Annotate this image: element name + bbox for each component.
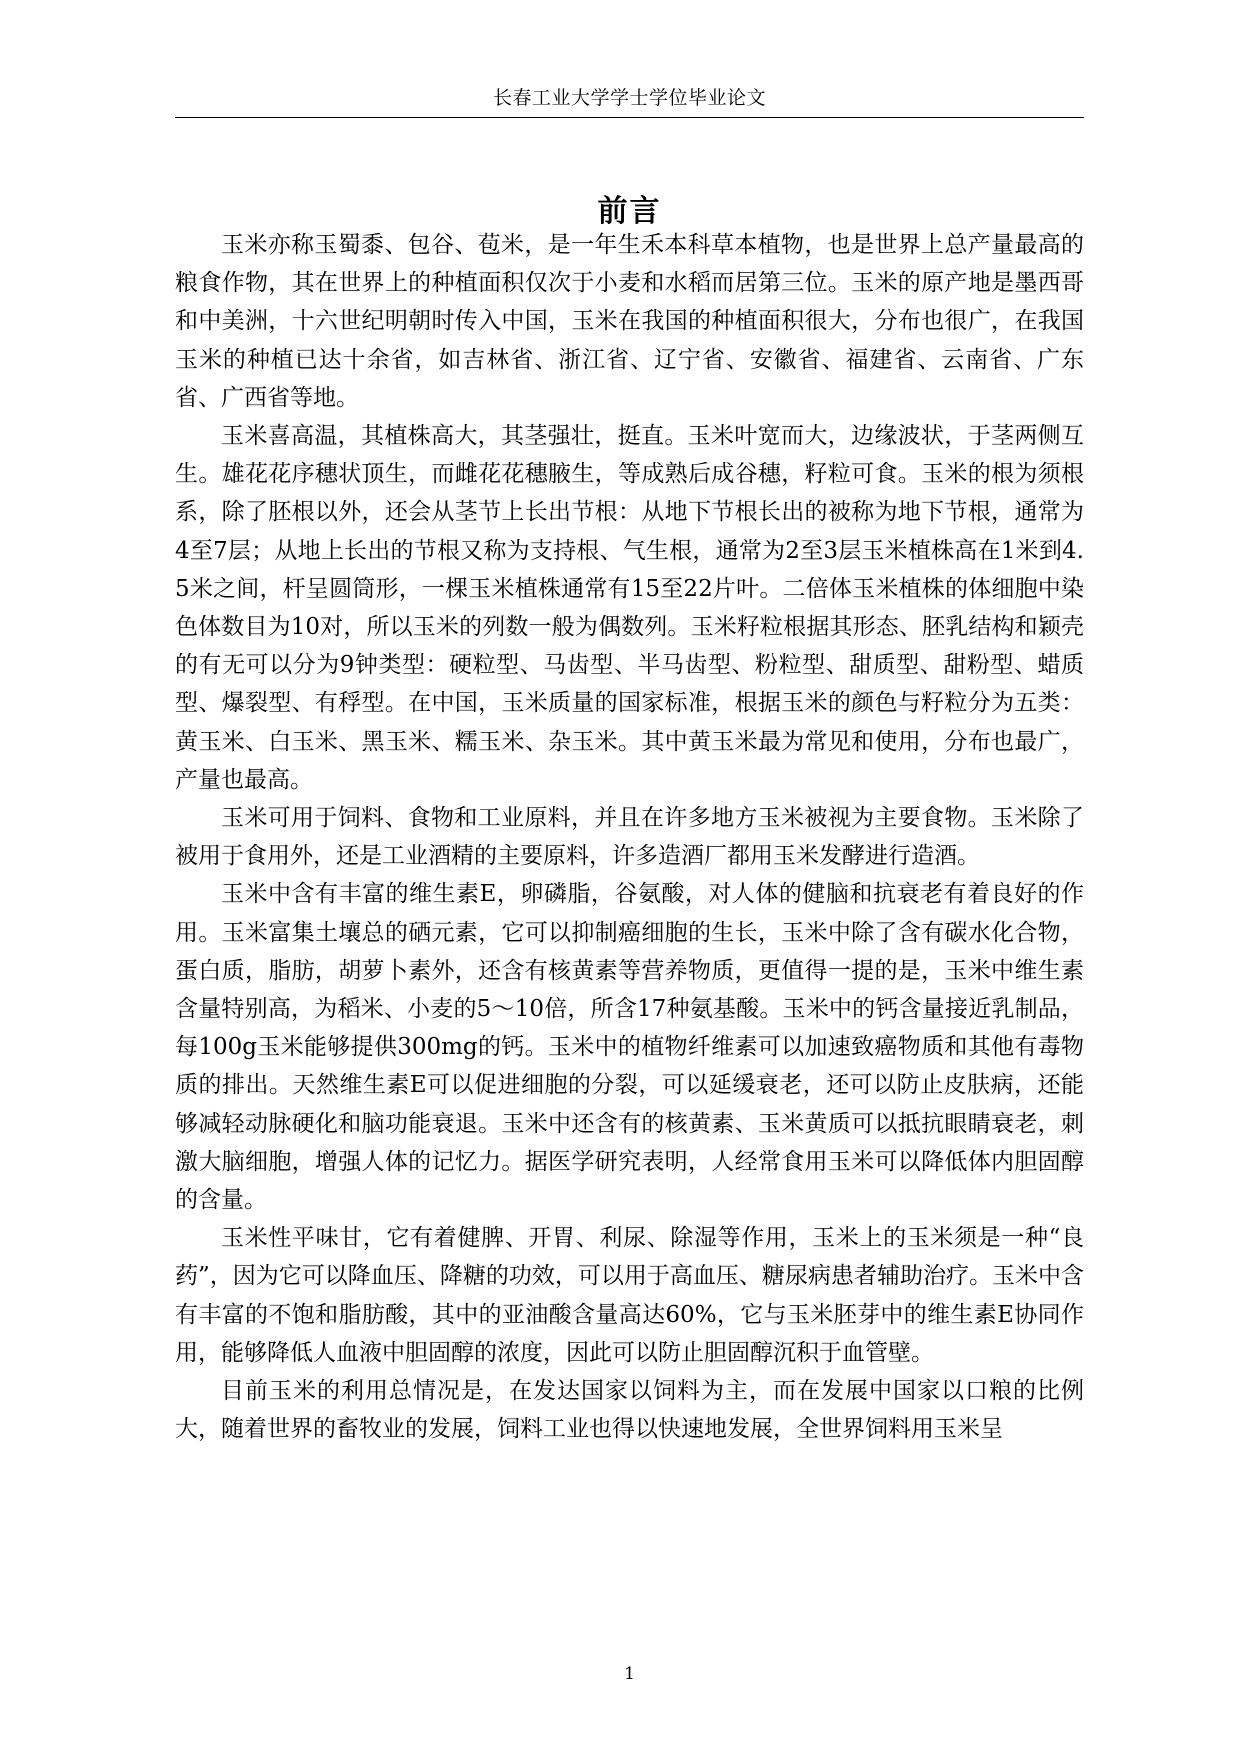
- paragraph-4: 玉米中含有丰富的维生素E，卵磷脂，谷氨酸，对人体的健脑和抗衰老有着良好的作用。玉米富集土壤总的硒元素，它可以抑制癌细胞的生长，玉米中除了含有碳水化合物，蛋白质，脂肪，胡萝卜素外，还含有核黄素等营养物质，更值得一提的是，玉米中维生素含量特别高，为稻米、小麦的5～10倍，所含17种氨基酸。玉米中的钙含量接近乳制品，每100g玉米能够提供300mg的钙。玉米中的植物纤维素可以加速致癌物质和其他有毒物质的排出。天然维生素E可以促进细胞的分裂，可以延缓衰老，还可以防止皮肤病，还能够减轻动脉硬化和脑功能衰退。玉米中还含有的核黄素、玉米黄质可以抵抗眼睛衰老，刺激大脑细胞，增强人体的记忆力。据医学研究表明，人经常食用玉米可以降低体内胆固醇的含量。: [175, 881, 1084, 1214]
- paragraph-6: 目前玉米的利用总情况是，在发达国家以饲料为主，而在发展中国家以口粮的比例大，随着世界的畜牧业的发展，饲料工业也得以快速地发展，全世界饲料用玉米呈: [175, 1378, 1084, 1443]
- paragraph-2: 玉米喜高温，其植株高大，其茎强壮，挺直。玉米叶宽而大，边缘波状，于茎两侧互生。雄花花序穗状顶生，而雌花花穗腋生，等成熟后成谷穗，籽粒可食。玉米的根为须根系，除了胚根以外，还会从茎节上长出节根：从地下节根长出的被称为地下节根，通常为4至7层；从地上长出的节根又称为支持根、气生根，通常为2至3层玉米植株高在1米到4.5米之间，杆呈圆筒形，一棵玉米植株通常有15至22片叶。二倍体玉米植株的体细胞中染色体数目为10对，所以玉米的列数一般为偶数列。玉米籽粒根据其形态、胚乳结构和颖壳的有无可以分为9钟类型：硬粒型、马齿型、半马齿型、粉粒型、甜质型、甜粉型、蜡质型、爆裂型、有稃型。在中国，玉米质量的国家标准，根据玉米的颜色与籽粒分为五类：黄玉米、白玉米、黑玉米、糯玉米、杂玉米。其中黄玉米最为常见和使用，分布也最广，产量也最高。: [175, 423, 1084, 793]
- paragraph-3: 玉米可用于饲料、食物和工业原料，并且在许多地方玉米被视为主要食物。玉米除了被用于食用外，还是工业酒精的主要原料，许多造酒厂都用玉米发酵进行造酒。: [175, 805, 1084, 870]
- paragraph-5: 玉米性平味甘，它有着健脾、开胃、利尿、除湿等作用，玉米上的玉米须是一种“良药”，因为它可以降血压、降糖的功效，可以用于高血压、糖尿病患者辅助治疗。玉米中含有丰富的不饱和脂肪酸，其中的亚油酸含量高达60%，它与玉米胚芽中的维生素E协同作用，能够降低人血液中胆固醇的浓度，因此可以防止胆固醇沉积于血管壁。: [175, 1225, 1084, 1366]
- paragraph-1: 玉米亦称玉蜀黍、包谷、苞米，是一年生禾本科草本植物，也是世界上总产量最高的粮食作物，其在世界上的种植面积仅次于小麦和水稻而居第三位。玉米的原产地是墨西哥和中美洲，十六世纪明朝时传入中国，玉米在我国的种植面积很大，分布也很广，在我国玉米的种植已达十余省，如吉林省、浙江省、辽宁省、安徽省、福建省、云南省、广东省、广西省等地。: [175, 232, 1084, 411]
- body-text: [175, 226, 1084, 1449]
- page-number: 1: [624, 1664, 635, 1684]
- running-header: 长春工业大学学士学位毕业论文: [492, 87, 766, 109]
- header-divider: [175, 117, 1084, 118]
- section-title: 前言: [597, 194, 662, 230]
